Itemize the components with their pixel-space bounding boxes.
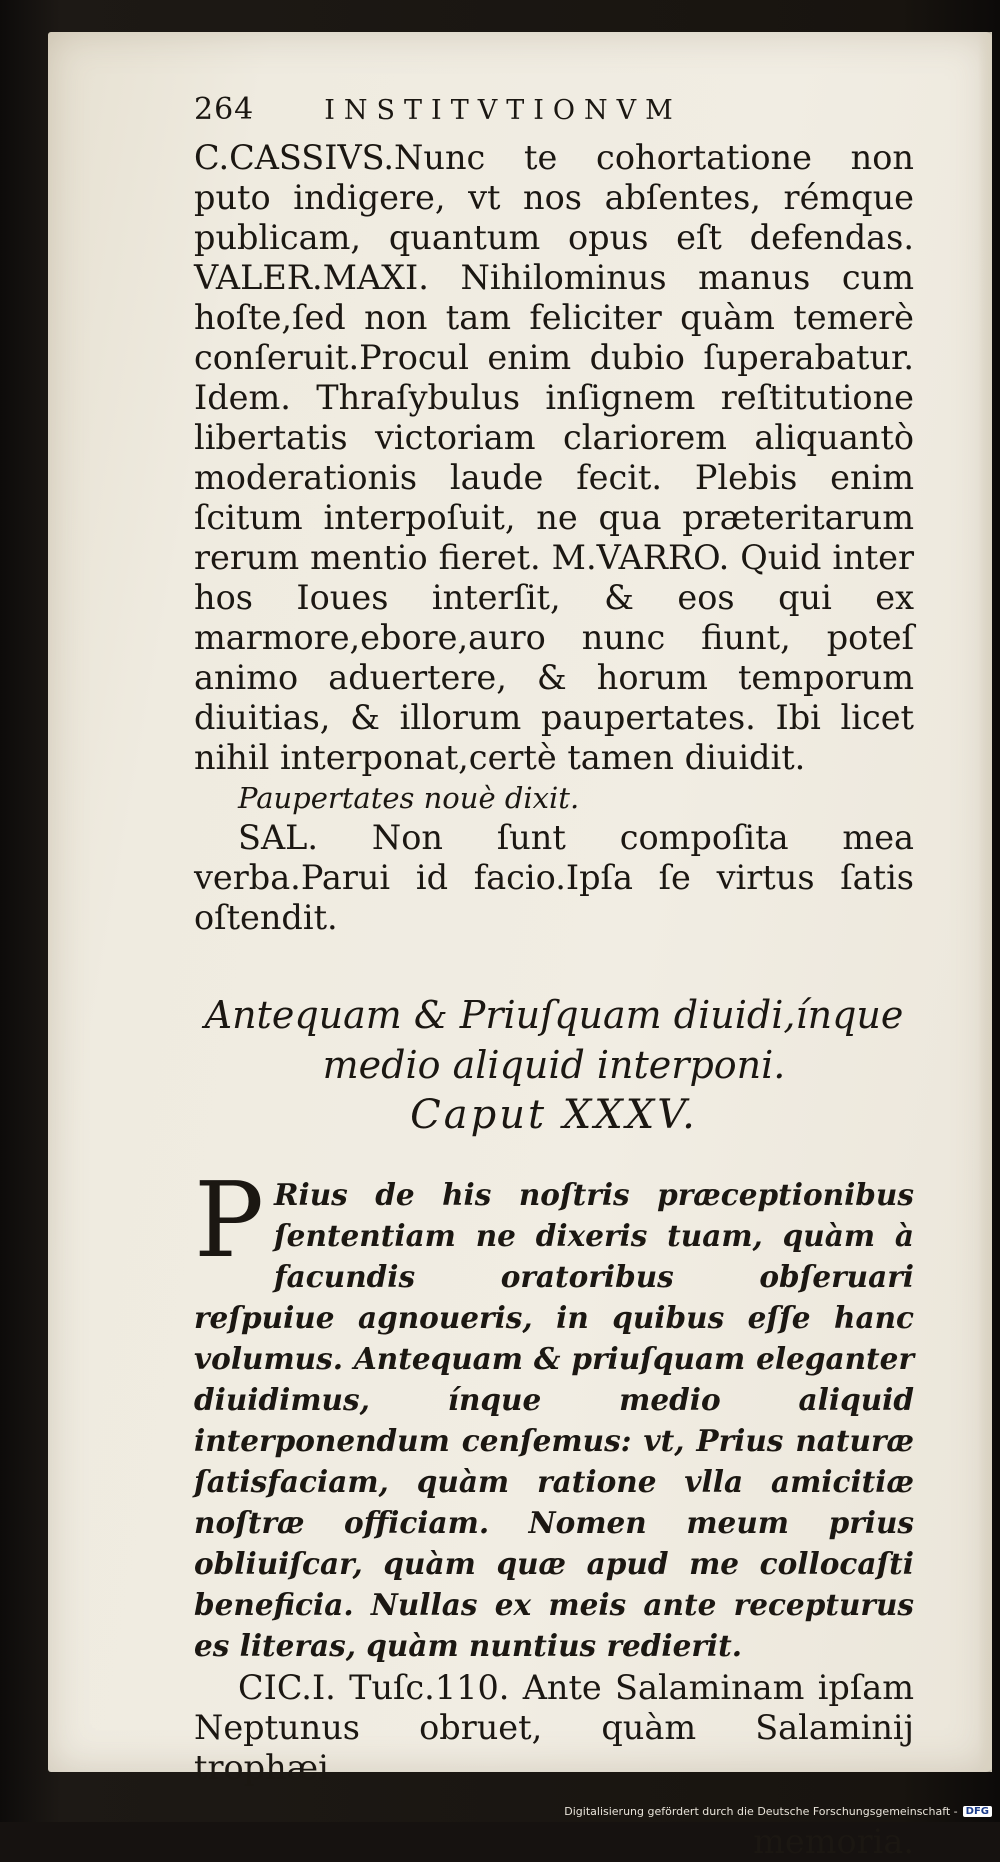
chapter-paragraph (194, 1159, 914, 1666)
cicero-quote: CIC.I. Tuſc.110. Ante Salaminam ipſam Neptunus obruet, quàm Salaminij trophæi (194, 1668, 914, 1787)
chapter-heading-line-1: Antequam & Priuſquam diuidi,ínque (204, 993, 904, 1037)
chapter-number: Caput XXXV. (410, 1092, 698, 1138)
page-number: 264 (194, 92, 255, 127)
drop-cap: P (194, 1159, 264, 1281)
page-text-block (194, 92, 914, 1862)
chapter-paragraph-text: Rius de his noſtris præceptionibus ſententiam ne dixeris tuam, quàm à facundis oratoribus obſeruari reſpuiue agnoueris, in quibus eſſe hanc volumus. Antequam & priuſquam eleganter diuidimus, ínque medio aliquid interponendum cenſemus: vt, Prius naturæ ſatisfaciam, quàm ratione vlla amicitiæ noſtræ officiam. Nomen meum prius obliuiſcar, quàm quæ apud me collocaſti beneficia. Nullas ex meis ante recepturus es literas, quàm nuntius redierit. (194, 1177, 914, 1663)
body-paragraph: C.CASSIVS.Nunc te cohortatione non puto indigere, vt nos abſentes, rémque publicam, quantum opus eſt defendas. VALER.MAXI. Nihilominus manus cum hoſte,ſed non tam feliciter quàm temerè conſeruit.Procul enim dubio ſuperabatur. Idem. Thraſybulus inſignem reſtitutione libertatis victoriam clariorem aliquantò moderationis laude fecit. Plebis enim ſcitum interpoſuit, ne qua præteritarum rerum mentio fieret. M.VARRO. Quid inter hos Ioues interſit, & eos qui ex marmore,ebore,auro nunc fiunt, poteſ animo aduertere, & horum temporum diuitias, & illorum paupertates. Ibi licet nihil interponat,certè tamen diuidit. (194, 138, 914, 777)
running-head (194, 92, 914, 138)
catchword-line: memoria. (753, 1821, 914, 1861)
body-text (194, 138, 914, 938)
marginal-note: Paupertates nouè dixit. (238, 781, 580, 815)
sallust-quote: SAL. Non ſunt compoſita mea verba.Parui id facio.Ipſa ſe virtus ſatis oſtendit. (194, 818, 914, 937)
running-head-title: INSTITVTIONVM (324, 95, 682, 126)
digitization-credit (564, 1805, 992, 1818)
chapter-heading (194, 990, 914, 1140)
credit-text: Digitalisierung gefördert durch die Deutsche Forschungsgemeinschaft - (564, 1805, 958, 1818)
dfg-logo: DFG (963, 1806, 992, 1817)
chapter-heading-line-2: medio aliquid interponi. (322, 1043, 786, 1087)
page-edge (978, 32, 992, 1772)
